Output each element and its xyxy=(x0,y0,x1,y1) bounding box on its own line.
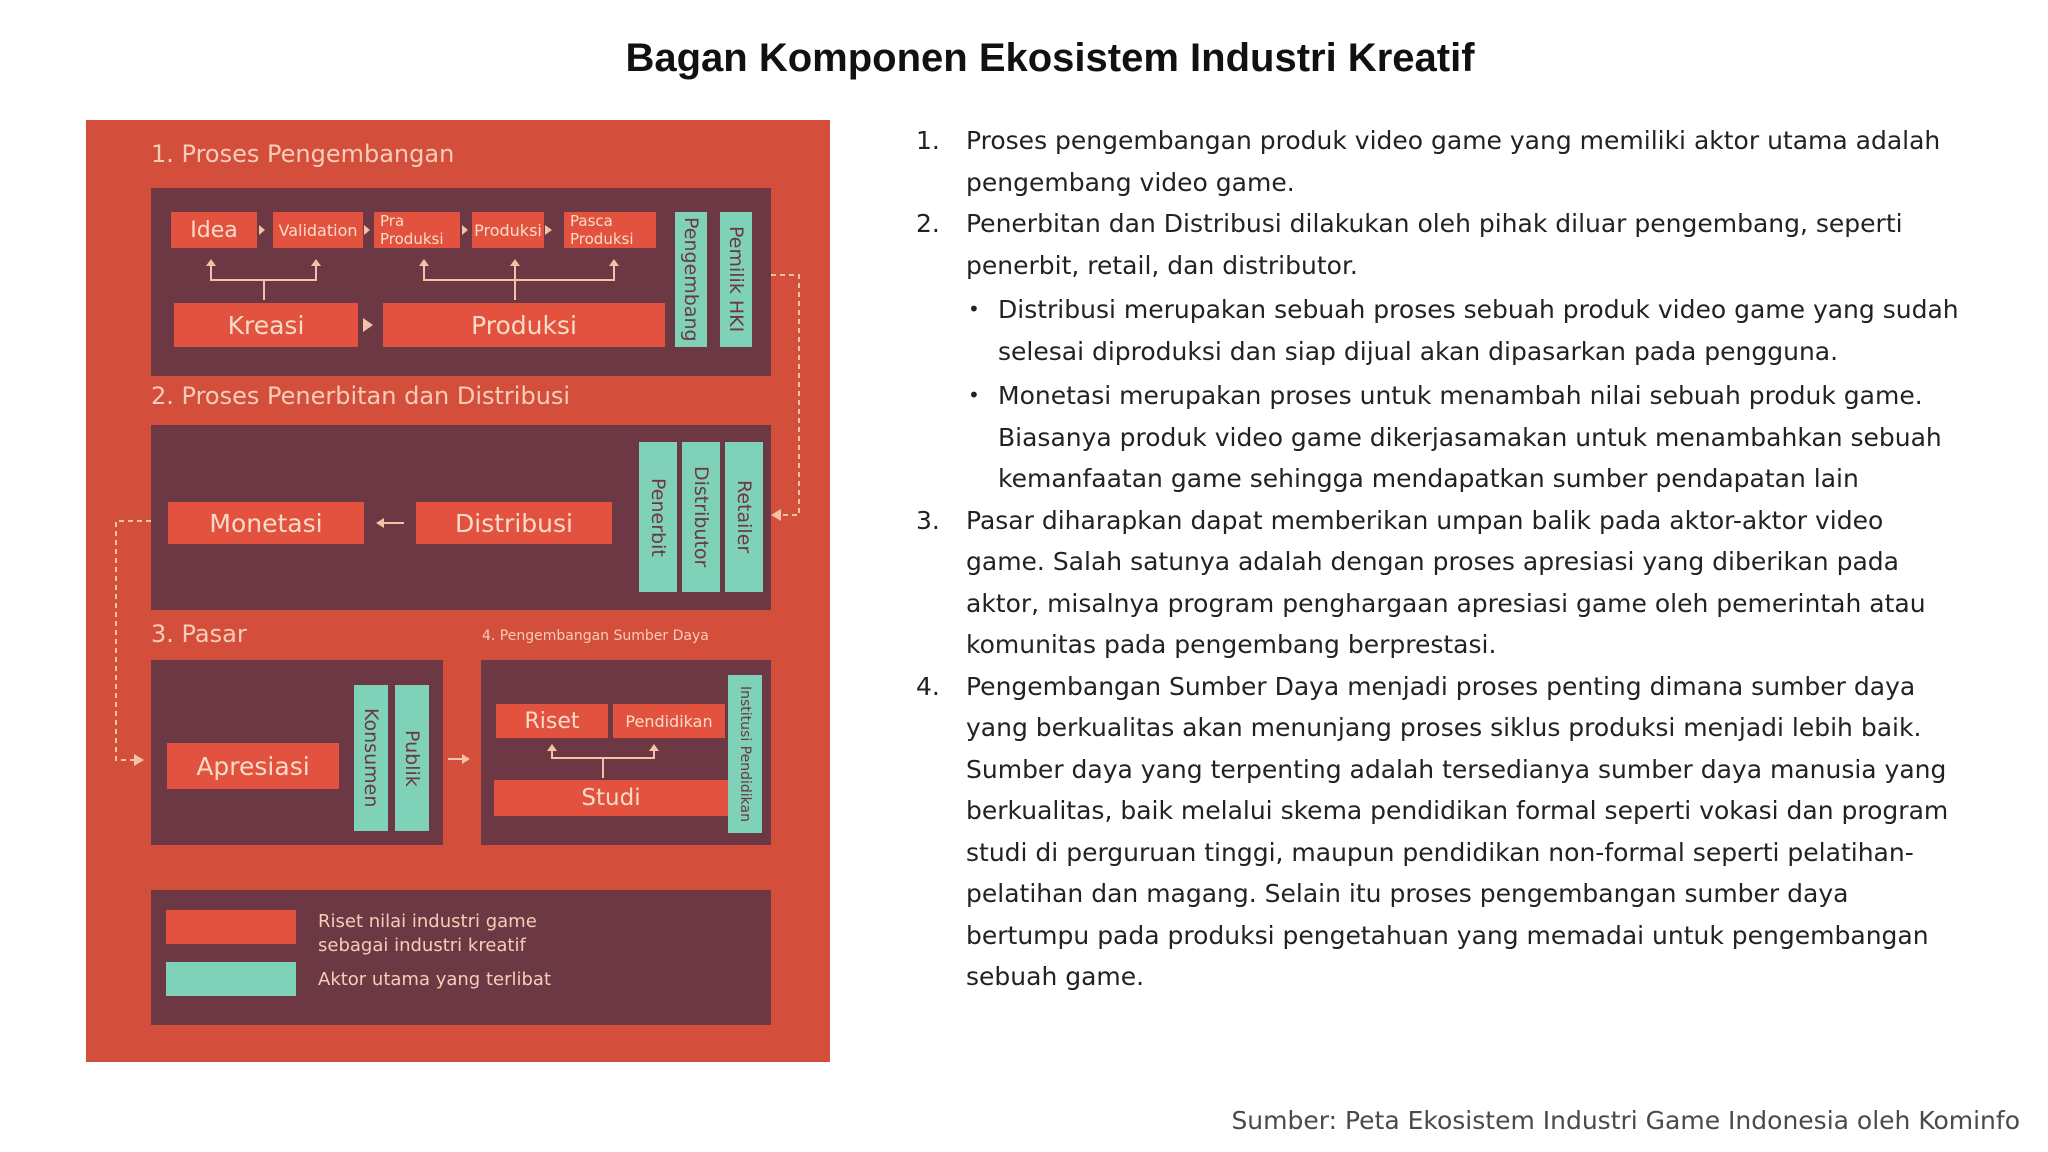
sub-item-text: Monetasi merupakan proses untuk menambah nilai sebuah produk game. Biasanya produk video game dikerjasamakan untuk menambahkan sebuah kemanfaatan game sehingga mendapatkan sumber pendapatan lain xyxy=(998,381,1942,493)
actor-pengembang: Pengembang xyxy=(675,212,707,347)
list-item-1 xyxy=(910,120,1970,203)
sub-item-monetasi xyxy=(910,375,1970,500)
phase-kreasi: Kreasi xyxy=(174,303,358,347)
actor-konsumen: Konsumen xyxy=(354,685,388,831)
source-caption: Sumber: Peta Ekosistem Industri Game Indonesia oleh Kominfo xyxy=(1231,1106,2020,1135)
bullet: • xyxy=(968,297,980,321)
actor-distributor: Distributor xyxy=(682,442,720,592)
bullet: • xyxy=(968,383,980,407)
step-idea: Idea xyxy=(171,212,257,248)
actor-retailer: Retailer xyxy=(725,442,763,592)
step-produksi: Produksi xyxy=(472,212,544,248)
list-item-4 xyxy=(910,666,1970,998)
list-number: 1. xyxy=(916,126,940,155)
list-number: 4. xyxy=(916,671,940,701)
list-item-text: Pengembangan Sumber Daya menjadi proses penting dimana sumber daya yang berkualitas akan menunjang proses siklus produksi menjadi lebih baik. Sumber daya yang terpenting adalah tersedianya sumber daya manusia yang berkualitas, baik melalui skema pendidikan formal seperti vokasi dan program studi di perguruan tinggi, maupun pendidikan non-formal seperti pelatihan-pelatihan dan magang. Selain itu proses pengembangan sumber daya bertumpu pada produksi pengetahuan yang memadai untuk pengembangan sebuah game. xyxy=(966,671,1949,991)
list-item-2 xyxy=(910,203,1970,286)
section4-title: 4. Pengembangan Sumber Daya xyxy=(482,628,709,644)
list-number: 2. xyxy=(916,209,940,238)
sub-item-distribusi xyxy=(910,289,1970,372)
legend-swatch-actor xyxy=(166,962,296,996)
activity-studi: Studi xyxy=(494,780,728,816)
activity-apresiasi: Apresiasi xyxy=(167,743,339,789)
legend-label-process: Riset nilai industri game sebagai industri kreatif xyxy=(318,911,537,956)
slide-title: Bagan Komponen Ekosistem Industri Kreatif xyxy=(625,36,1475,80)
step-pra-produksi: Pra Produksi xyxy=(374,212,460,248)
section2-title: 2. Proses Penerbitan dan Distribusi xyxy=(151,382,571,410)
list-item-text: Penerbitan dan Distribusi dilakukan oleh pihak diluar pengembang, seperti penerbit, retail, dan distributor. xyxy=(966,209,1903,280)
activity-monetasi: Monetasi xyxy=(168,502,364,544)
list-number: 3. xyxy=(916,505,940,535)
section1-title: 1. Proses Pengembangan xyxy=(151,140,455,168)
actor-pemilik-hki: Pemilik HKI xyxy=(720,212,752,347)
list-item-text: Proses pengembangan produk video game yang memiliki aktor utama adalah pengembang video game. xyxy=(966,126,1941,197)
list-item-3 xyxy=(910,500,1970,666)
actor-penerbit: Penerbit xyxy=(639,442,677,592)
ecosystem-diagram xyxy=(86,120,830,1062)
section3-title: 3. Pasar xyxy=(151,620,247,648)
list-item-text: Pasar diharapkan dapat memberikan umpan balik pada aktor-aktor video game. Salah satunya adalah dengan proses apresiasi yang diberikan pada aktor, misalnya program penghargaan apresiasi game oleh pemerintah atau komunitas pada pengembang berprestasi. xyxy=(966,505,1926,659)
actor-institusi-pendidikan: Institusi Pendidikan xyxy=(728,675,762,833)
phase-produksi: Produksi xyxy=(383,303,665,347)
legend-label-actor: Aktor utama yang terlibat xyxy=(318,969,551,990)
step-pasca-produksi: Pasca Produksi xyxy=(564,212,656,248)
activity-pendidikan: Pendidikan xyxy=(613,704,725,738)
explanation-list xyxy=(910,120,1970,998)
step-validation: Validation xyxy=(273,212,363,248)
sub-item-text: Distribusi merupakan sebuah proses sebuah produk video game yang sudah selesai diproduksi dan siap dijual akan dipasarkan pada pengguna. xyxy=(998,295,1959,366)
legend-swatch-process xyxy=(166,910,296,944)
activity-riset: Riset xyxy=(496,704,608,738)
actor-publik: Publik xyxy=(395,685,429,831)
activity-distribusi: Distribusi xyxy=(416,502,612,544)
